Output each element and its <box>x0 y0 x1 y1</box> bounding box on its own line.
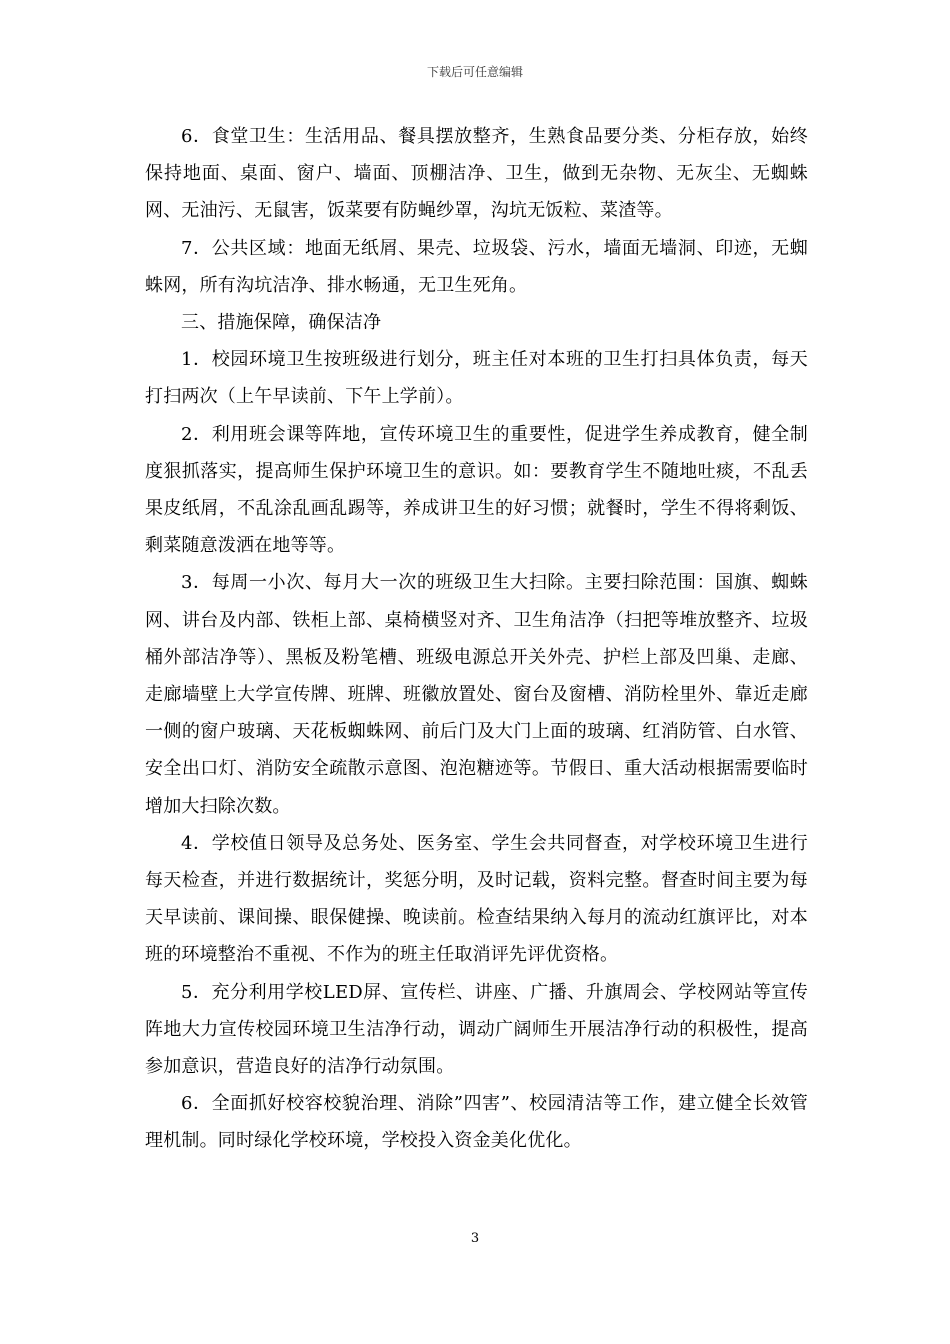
paragraph-measure-1: 1．校园环境卫生按班级进行划分，班主任对本班的卫生打扫具体负责，每天打扫两次（上午早读前、下午上学前）。 <box>145 349 808 408</box>
paragraph-measure-6: 6．全面抓好校容校貌治理、消除”四害”、校园清洁等工作，建立健全长效管理机制。同时绿化学校环境，学校投入资金美化优化。 <box>145 1093 808 1152</box>
paragraph-measure-5: 5．充分利用学校LED屏、宣传栏、讲座、广播、升旗周会、学校网站等宣传阵地大力宣传校园环境卫生洁净行动，调动广阔师生开展洁净行动的积极性，提高参加意识，营造良好的洁净行动氛围。 <box>145 981 808 1078</box>
paragraph-canteen-hygiene: 6．食堂卫生：生活用品、餐具摆放整齐，生熟食品要分类、分柜存放，始终保持地面、桌面、窗户、墙面、顶棚洁净、卫生，做到无杂物、无灰尘、无蜘蛛网、无油污、无鼠害，饭菜要有防蝇纱罩，沟坑无饭粒、菜渣等。 <box>145 126 808 222</box>
paragraph-public-area: 7．公共区域：地面无纸屑、果壳、垃圾袋、污水，墙面无墙洞、印迹，无蜘蛛网，所有沟坑洁净、排水畅通，无卫生死角。 <box>145 237 808 296</box>
document-body <box>145 118 808 1160</box>
section-heading-measures: 三、措施保障，确保洁净 <box>181 312 382 334</box>
paragraph-measure-4: 4．学校值日领导及总务处、医务室、学生会共同督查，对学校环境卫生进行每天检查，并进行数据统计，奖惩分明，及时记载，资料完整。督查时间主要为每天早读前、课间操、眼保健操、晚读前。检查结果纳入每月的流动红旗评比，对本班的环境整治不重视、不作为的班主任取消评先评优资格。 <box>145 832 808 966</box>
paragraph-measure-2: 2．利用班会课等阵地，宣传环境卫生的重要性，促进学生养成教育，健全制度狠抓落实，提高师生保护环境卫生的意识。如：要教育学生不随地吐痰，不乱丢果皮纸屑，不乱涂乱画乱踢等，养成讲卫生的好习惯；就餐时，学生不得将剩饭、剩菜随意泼洒在地等等。 <box>145 423 808 557</box>
page-header: 下载后可任意编辑 <box>426 65 523 79</box>
page-number: 3 <box>470 1231 480 1246</box>
paragraph-measure-3: 3．每周一小次、每月大一次的班级卫生大扫除。主要扫除范围：国旗、蜘蛛网、讲台及内部、铁柜上部、桌椅横竖对齐、卫生角洁净（扫把等堆放整齐、垃圾桶外部洁净等）、黑板及粉笔槽、班级电源总开关外壳、护栏上部及凹巢、走廊、走廊墙壁上大学宣传牌、班牌、班徽放置处、窗台及窗槽、消防栓里外、靠近走廊一侧的窗户玻璃、天花板蜘蛛网、前后门及大门上面的玻璃、红消防管、白水管、安全出口灯、消防安全疏散示意图、泡泡糖迹等。节假日、重大活动根据需要临时增加大扫除次数。 <box>145 572 808 817</box>
